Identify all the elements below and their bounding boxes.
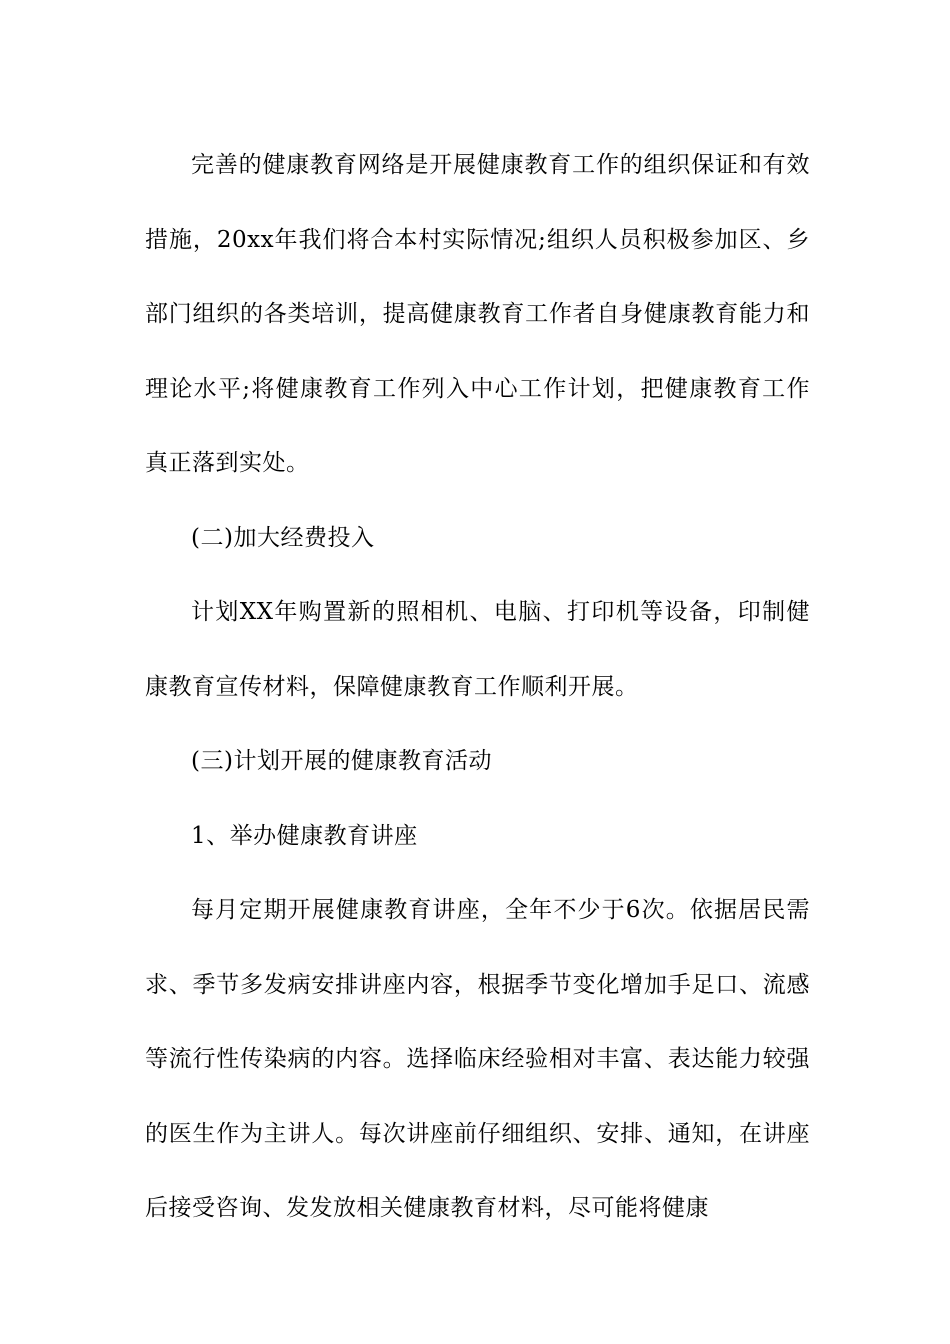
section-heading-funding: (二)加大经费投入 [191, 524, 375, 551]
paragraph-lectures: 每月定期开展健康教育讲座，全年不少于6次。依据居民需求、季节多发病安排讲座内容，根据季节变化增加手足口、流感等流行性传染病的内容。选择临床经验相对丰富、表达能力较强的医生作为主讲人。每次讲座前仔细组织、安排、通知，在讲座后接受咨询、发发放相关健康教育材料，尽可能将健康 [145, 897, 810, 1221]
paragraph-funding: 计划XX年购置新的照相机、电脑、打印机等设备，印制健康教育宣传材料，保障健康教育工作顺利开展。 [145, 599, 810, 700]
document-body [145, 128, 810, 1246]
subheading-lectures: 1、举办健康教育讲座 [191, 822, 418, 849]
section-heading-activities: (三)计划开展的健康教育活动 [191, 748, 492, 774]
paragraph-network: 完善的健康教育网络是开展健康教育工作的组织保证和有效措施，20xx年我们将合本村实际情况;组织人员积极参加区、乡部门组织的各类培训，提高健康教育工作者自身健康教育能力和理论水平;将健康教育工作列入中心工作计划，把健康教育工作真正落到实处。 [145, 152, 810, 476]
